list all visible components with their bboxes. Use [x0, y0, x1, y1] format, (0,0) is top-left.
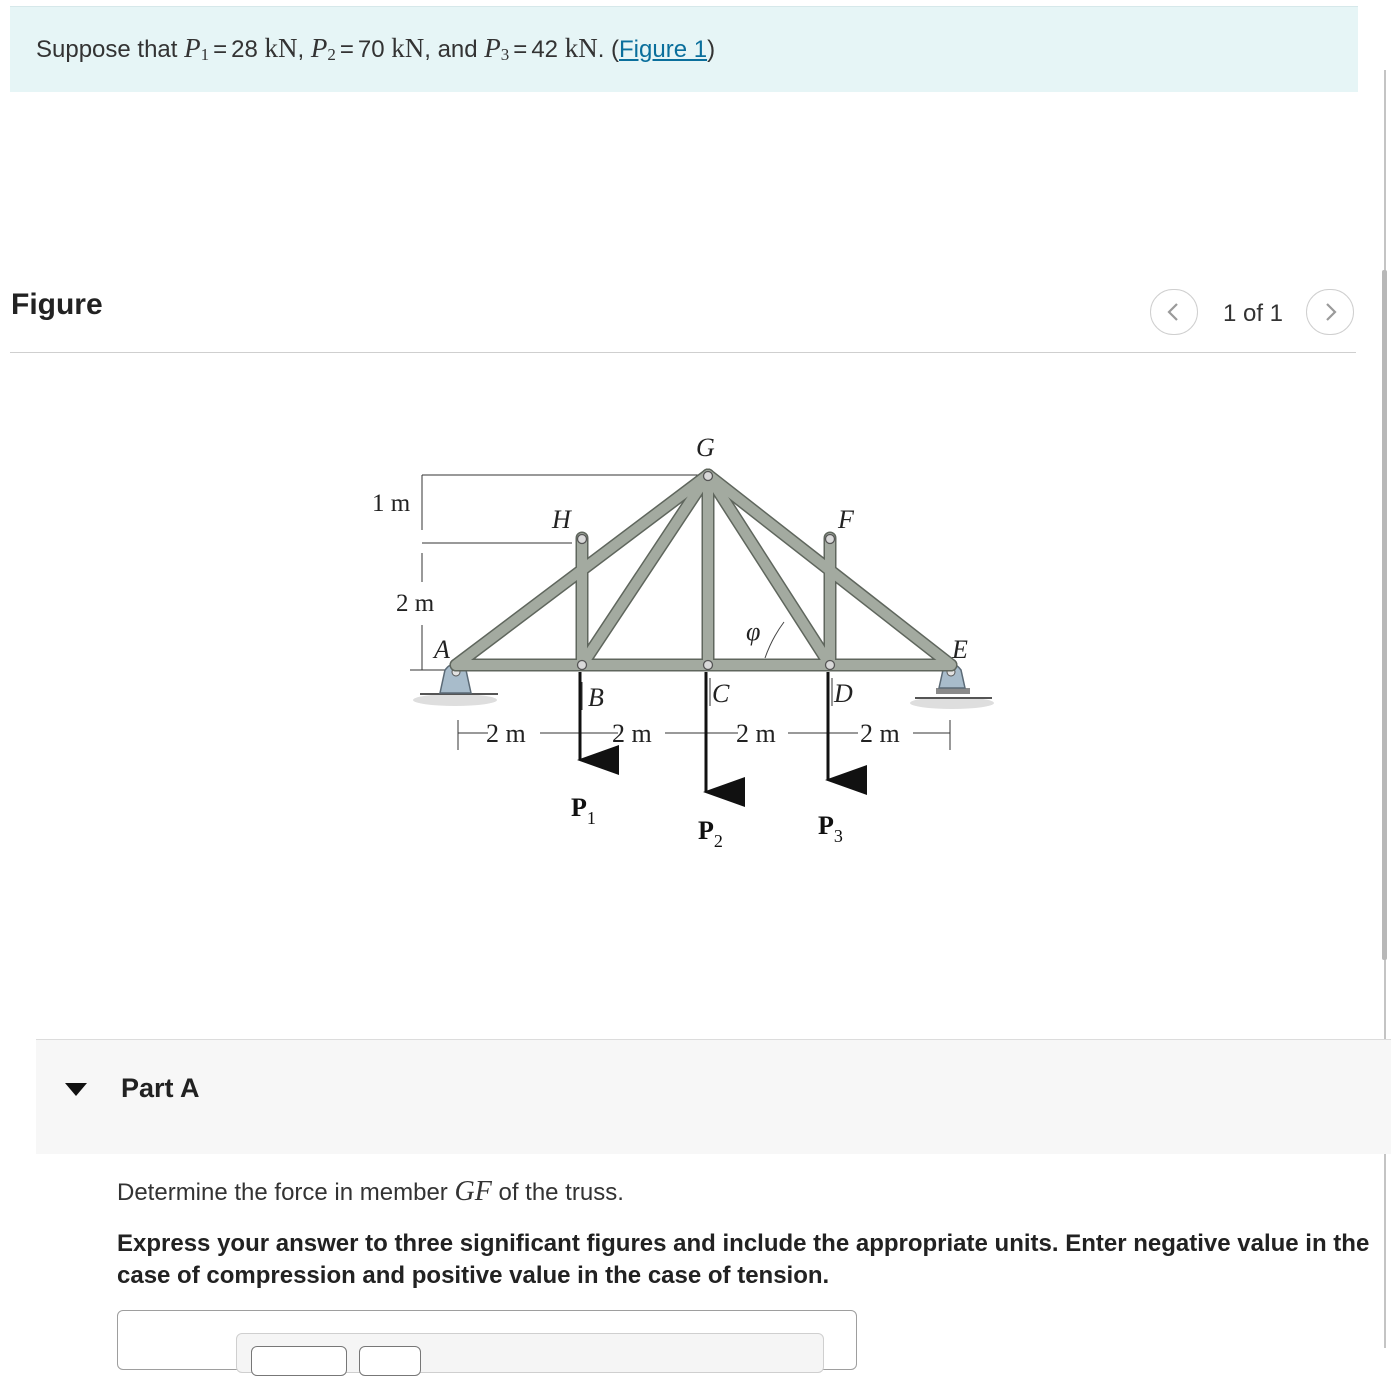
figure-panel-title: Figure [11, 288, 103, 321]
span-1-label: 2 m [486, 719, 526, 748]
p1-equals: = [213, 36, 228, 63]
p3-unit: kN [564, 33, 598, 63]
statement-end: . ( [597, 36, 620, 63]
load-p2-label: $P_2$ [698, 816, 723, 851]
truss-figure [360, 420, 1010, 860]
p2-subscript: 2 [327, 45, 336, 64]
span-4-label: 2 m [860, 719, 900, 748]
load-p3-label: $P_3$ [818, 811, 843, 846]
part-a-title: Part A [121, 1073, 200, 1103]
statement-close-paren: ) [707, 36, 716, 63]
question-text [117, 1176, 624, 1208]
joint-label-a: A [434, 635, 450, 664]
figure-pager-count: 1 of 1 [1222, 300, 1284, 327]
joint-label-f: F [838, 505, 854, 534]
units-button[interactable] [359, 1346, 421, 1376]
p2-symbol: P [310, 33, 328, 63]
p2-unit: kN [391, 33, 425, 63]
answer-toolbar [236, 1333, 824, 1373]
chevron-left-icon [1164, 301, 1184, 323]
joint-label-b: B [588, 683, 604, 712]
part-a-header[interactable] [36, 1039, 1391, 1154]
joint-label-c: C [712, 679, 730, 708]
chevron-right-icon [1320, 301, 1340, 323]
p3-equals: = [513, 36, 528, 63]
p1-unit: kN [264, 33, 298, 63]
statement-prefix: Suppose that [36, 36, 185, 63]
p2-value: 70 [357, 36, 385, 63]
p1-subscript: 1 [200, 45, 210, 64]
load-p1-label: $P_1$ [571, 793, 596, 828]
joint-label-h: H [552, 505, 571, 534]
answer-input-container [117, 1310, 857, 1370]
previous-figure-button[interactable] [1150, 289, 1198, 335]
problem-statement [36, 33, 715, 65]
p3-symbol: P [484, 33, 501, 63]
template-button[interactable] [251, 1346, 347, 1376]
p1-symbol: P [184, 33, 201, 63]
p2-equals: = [339, 36, 354, 63]
figure-header-divider [10, 352, 1356, 353]
p3-value: 42 [531, 36, 559, 63]
angle-phi-label: φ [746, 617, 761, 646]
joint-label-d: D [834, 679, 853, 708]
separator-2: , and [424, 36, 485, 63]
dim-rise-bottom-label: 2 m [396, 590, 435, 617]
p3-subscript: 3 [500, 45, 510, 64]
span-3-label: 2 m [736, 719, 776, 748]
scroll-thumb[interactable] [1382, 270, 1387, 960]
joint-label-g: G [696, 433, 715, 462]
joint-label-e: E [952, 635, 968, 664]
span-2-label: 2 m [612, 719, 652, 748]
problem-statement-banner [10, 6, 1358, 92]
question-prefix: Determine the force in member [117, 1179, 455, 1206]
answer-instructions: Express your answer to three significant figures and include the appropriate units. Enter negative value in the case of compression and positive value in the case of tension. [117, 1230, 1370, 1289]
truss-members [456, 475, 951, 665]
separator-1: , [297, 36, 311, 63]
p1-value: 28 [231, 36, 258, 63]
dim-rise-top-label: 1 m [372, 490, 411, 517]
question-member: GF [454, 1176, 492, 1207]
question-suffix: of the truss. [491, 1179, 624, 1206]
next-figure-button[interactable] [1306, 289, 1354, 335]
figure-1-link[interactable]: Figure 1 [619, 36, 708, 63]
caret-down-icon[interactable] [64, 1081, 88, 1097]
